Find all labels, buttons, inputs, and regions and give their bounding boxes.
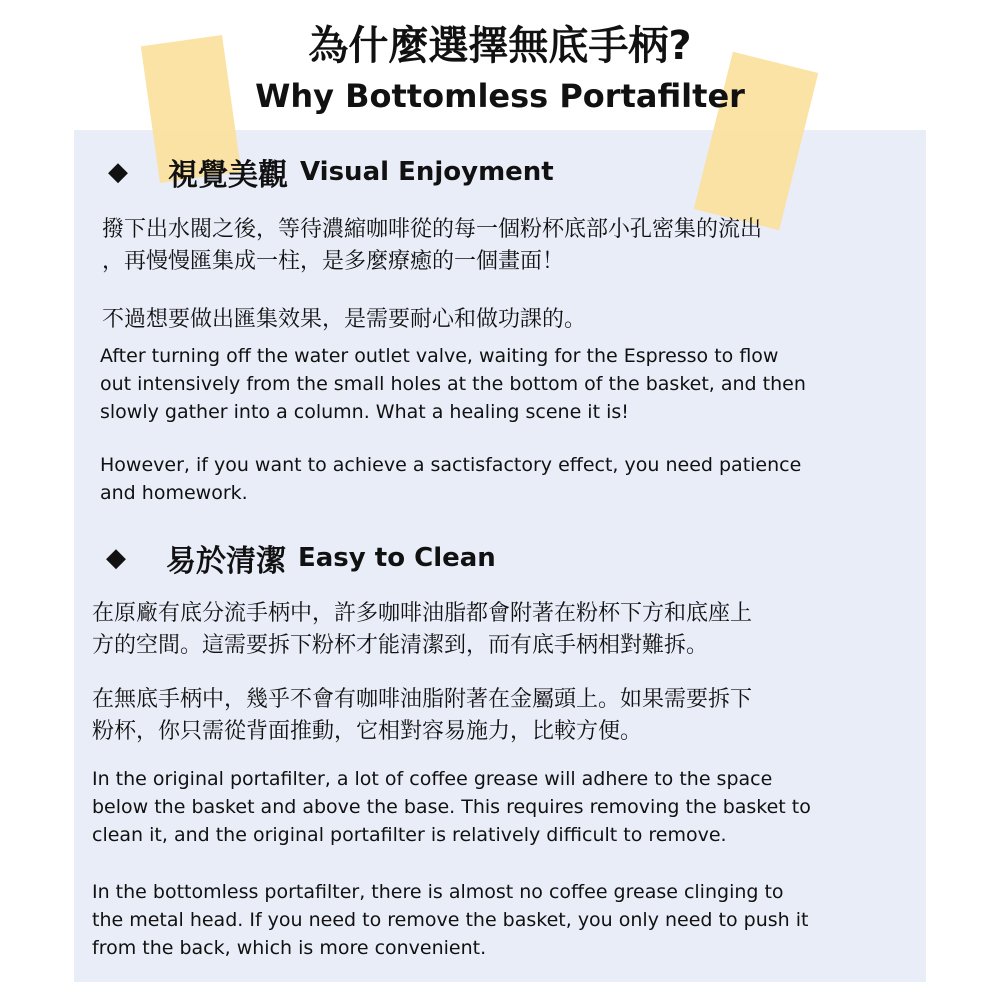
section-heading-en: Visual Enjoyment [300,157,554,187]
clean-en-paragraph-2: In the bottomless portafilter, there is almost no coffee grease clinging to the metal head. If you need to remove the basket, you only need to push it from the back, which is more convenient. [92,881,809,959]
visual-en-paragraph-2: However, if you want to achieve a sactisfactory effect, you need patience and homework. [100,454,802,504]
visual-zh-paragraph-2: 不過想要做出匯集效果，是需要耐心和做功課的。 [102,307,587,332]
section-heading-zh: 易於清潔 [166,544,286,579]
diamond-bullet-icon: ◆ [108,157,128,187]
visual-en-paragraph-1: After turning off the water outlet valve, waiting for the Espresso to flow out intensively from the small holes at the bottom of the basket, and then slowly gather into a column. What a healing scene it is! [100,345,806,423]
page-title-zh: 為什麼選擇無底手柄? [308,23,692,69]
diamond-bullet-icon: ◆ [106,543,126,573]
visual-zh-paragraph-1: 撥下出水閥之後，等待濃縮咖啡從的每一個粉杯底部小孔密集的流出 ，再慢慢匯集成一柱，是多麼療癒的一個畫面！ [102,217,763,274]
clean-en-paragraph-1: In the original portafilter, a lot of coffee grease will adhere to the space below the basket and above the base. This requires removing the basket to clean it, and the original portafilter is relatively difficult to remove. [92,768,811,846]
section-heading-visual [108,150,554,194]
clean-zh-paragraph-2: 在無底手柄中，幾乎不會有咖啡油脂附著在金屬頭上。如果需要拆下 粉杯，你只需從背面推動，它相對容易施力，比較方便。 [92,687,753,744]
section-heading-en: Easy to Clean [298,543,496,573]
section-heading-clean [106,536,496,580]
section-heading-zh: 視覺美觀 [168,158,288,193]
page-title-en: Why Bottomless Portafilter [255,77,745,115]
clean-zh-paragraph-1: 在原廠有底分流手柄中，許多咖啡油脂都會附著在粉杯下方和底座上 方的空間。這需要拆下粉杯才能清潔到，而有底手柄相對難拆。 [92,601,753,658]
